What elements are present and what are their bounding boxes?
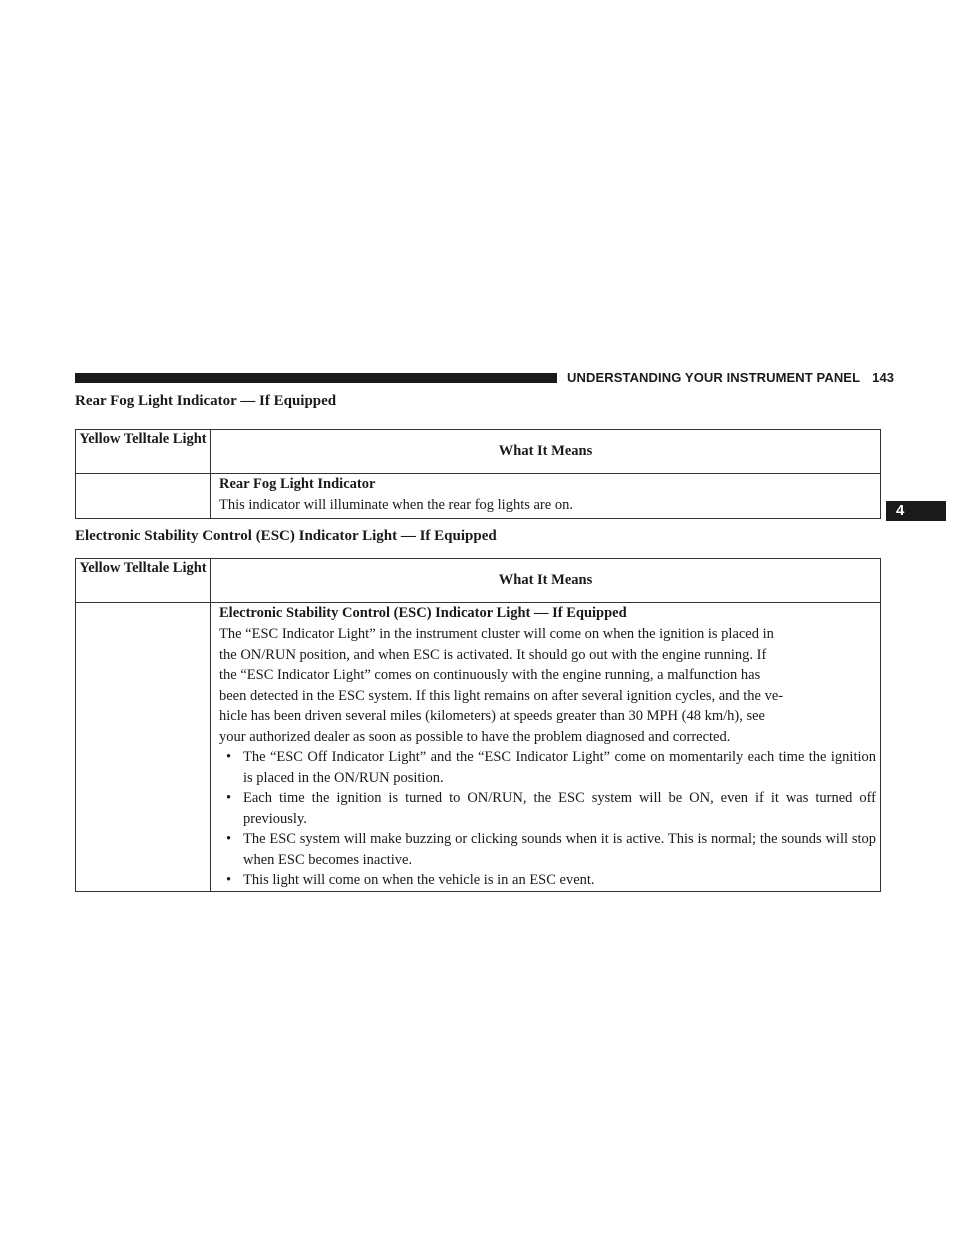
list-item [219, 829, 876, 870]
running-header [567, 370, 895, 385]
col-header-telltale: Yellow Telltale Light [76, 430, 211, 474]
list-item [219, 788, 876, 829]
section-heading-esc: Electronic Stability Control (ESC) Indicator Light — If Equipped [75, 528, 497, 544]
table-header-row [76, 430, 881, 474]
table-row [76, 603, 881, 892]
bullet-list [219, 747, 876, 891]
col-header-meaning: What It Means [211, 559, 881, 603]
bullet-icon: • [226, 749, 232, 765]
header-title: UNDERSTANDING YOUR INSTRUMENT PANEL [567, 370, 861, 385]
telltale-icon-cell [76, 603, 211, 892]
bullet-text: This light will come on when the vehicle is in an ESC event. [243, 872, 595, 888]
chapter-tab: 4 [886, 501, 946, 521]
header-rule [75, 373, 557, 383]
col-header-meaning: What It Means [211, 430, 881, 474]
list-item [219, 870, 876, 891]
meaning-cell [211, 474, 881, 519]
bullet-icon: • [226, 790, 232, 806]
table-row [76, 474, 881, 519]
meaning-cell [211, 603, 881, 892]
paragraph-line: the ON/RUN position, and when ESC is activated. It should go out with the engine running. If [219, 646, 767, 663]
telltale-icon-cell [76, 474, 211, 519]
bullet-icon: • [226, 872, 232, 888]
paragraph-line: the “ESC Indicator Light” comes on continuously with the engine running, a malfunction has [219, 667, 761, 683]
bullet-text: The ESC system will make buzzing or clicking sounds when it is active. This is normal; the sounds will stop when ESC becomes inactive. [243, 831, 876, 868]
bullet-icon: • [226, 831, 232, 847]
paragraph-line: The “ESC Indicator Light” in the instrument cluster will come on when the ignition is placed in [219, 626, 774, 642]
bullet-text: Each time the ignition is turned to ON/RUN, the ESC system will be ON, even if it was turned off previously. [243, 790, 876, 827]
paragraph-line: your authorized dealer as soon as possible to have the problem diagnosed and corrected. [219, 728, 731, 745]
rear-fog-table [75, 429, 881, 519]
entry-title: Electronic Stability Control (ESC) Indicator Light — If Equipped [219, 605, 627, 621]
list-item [219, 747, 876, 788]
entry-title: Rear Fog Light Indicator [219, 476, 376, 492]
esc-table [75, 558, 881, 892]
entry-description: This indicator will illuminate when the rear fog lights are on. [219, 497, 573, 513]
col-header-telltale: Yellow Telltale Light [76, 559, 211, 603]
bullet-text: The “ESC Off Indicator Light” and the “ESC Indicator Light” come on momentarily each time the ignition is placed in the ON/RUN position. [243, 749, 876, 786]
table-header-row [76, 559, 881, 603]
page-number: 143 [872, 370, 895, 385]
section-heading-rear-fog: Rear Fog Light Indicator — If Equipped [75, 393, 337, 409]
paragraph-line: been detected in the ESC system. If this light remains on after several ignition cycles, and the ve- [219, 687, 784, 704]
paragraph-line: hicle has been driven several miles (kilometers) at speeds greater than 30 MPH (48 km/h), see [219, 708, 765, 724]
